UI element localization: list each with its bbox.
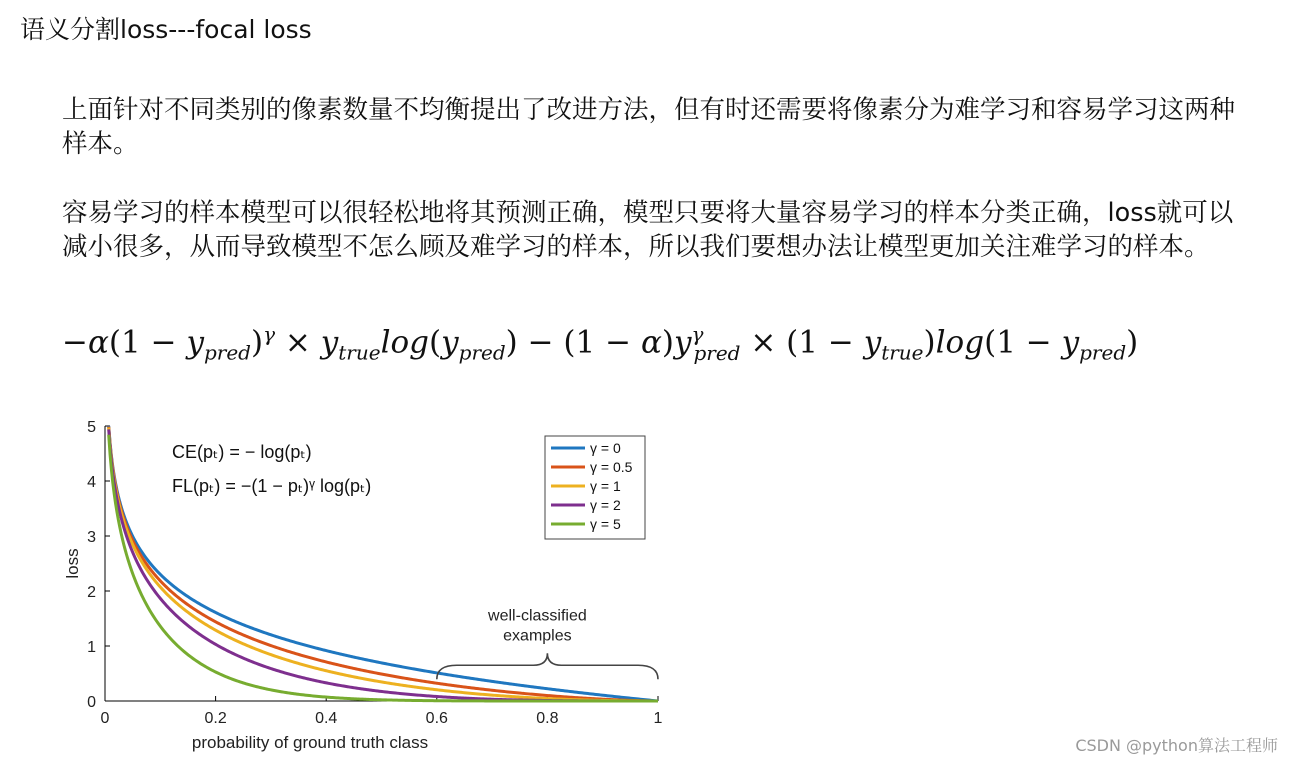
legend-label: γ = 0 (590, 440, 621, 456)
legend-label: γ = 0.5 (590, 459, 633, 475)
annotation-brace (437, 653, 658, 679)
y-tick-label: 3 (87, 529, 96, 546)
y-tick-label: 5 (87, 419, 96, 436)
y-axis-label: loss (63, 548, 82, 579)
y-tick-label: 1 (87, 639, 96, 656)
legend-label: γ = 2 (590, 497, 621, 513)
y-tick-label: 4 (87, 474, 96, 491)
annotation-text: examples (503, 627, 572, 645)
x-tick-label: 0.2 (204, 710, 227, 727)
paragraph-explanation: 容易学习的样本模型可以很轻松地将其预测正确，模型只要将大量容易学习的样本分类正确，loss就可以减小很多，从而导致模型不怎么顾及难学习的样本，所以我们要想办法让模型更加关注难学习的样本。 (62, 198, 1234, 262)
chart-formula: FL(pₜ) = −(1 − pₜ)ᵞ log(pₜ) (172, 476, 372, 496)
page-title: 语义分割loss---focal loss (20, 15, 312, 44)
csdn-watermark: CSDN @python算法工程师 (1075, 736, 1278, 755)
x-axis-label: probability of ground truth class (191, 733, 429, 752)
y-tick-label: 2 (87, 584, 96, 601)
x-tick-label: 1 (653, 710, 663, 727)
focal-loss-chart (48, 408, 688, 762)
x-tick-label: 0.8 (536, 710, 559, 727)
y-tick-label: 0 (87, 694, 96, 711)
focal-loss-formula: $-\alpha(1 - y_{pred})^\gamma \times y_{true}\log(y_{pred}) - (1 - \alpha)y^\gamma_{pred} \times (1 - y_{true})\log(1 - y_{pred})$ (62, 322, 1139, 365)
x-tick-label: 0.6 (425, 710, 448, 727)
x-tick-label: 0.4 (315, 710, 338, 727)
x-tick-label: 0 (100, 710, 110, 727)
legend-label: γ = 1 (590, 478, 621, 494)
legend-label: γ = 5 (590, 516, 621, 532)
paragraph-intro: 上面针对不同类别的像素数量不均衡提出了改进方法，但有时还需要将像素分为难学习和容易学习这两种样本。 (62, 95, 1236, 159)
chart-formula: CE(pₜ) = − log(pₜ) (172, 442, 312, 462)
annotation-text: well-classified (488, 607, 587, 625)
